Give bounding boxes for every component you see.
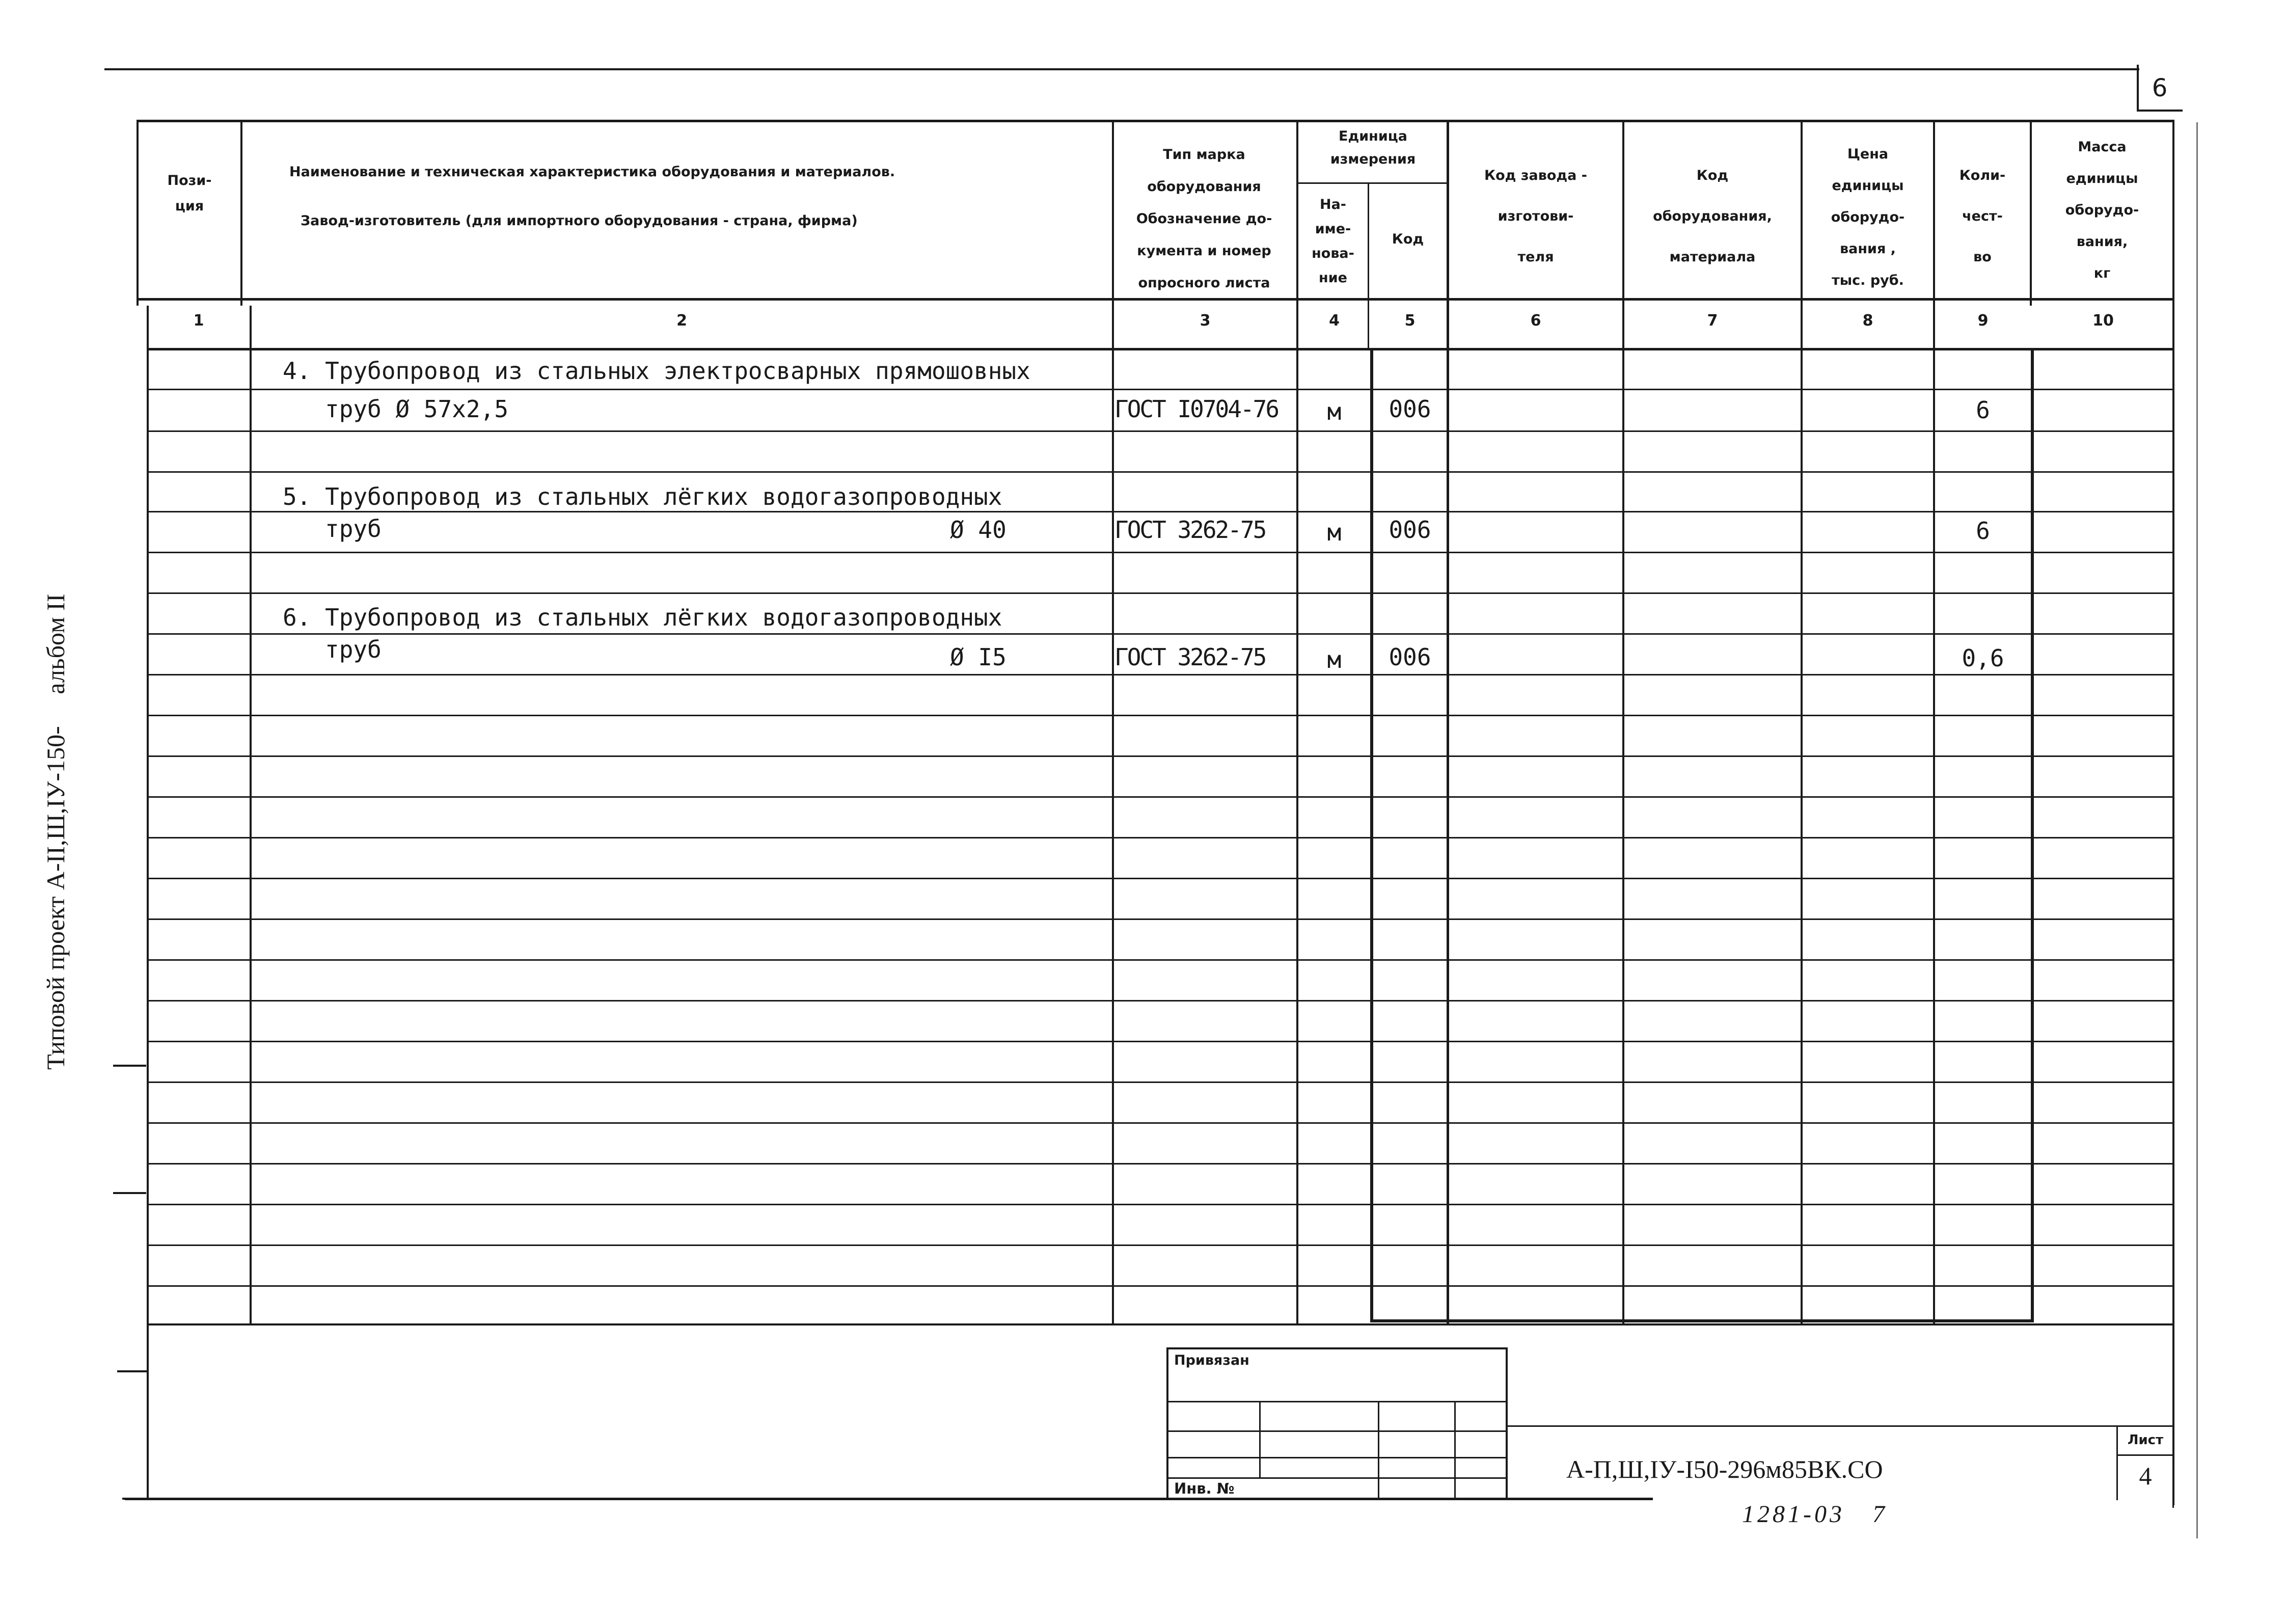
unit-divider-line (1296, 182, 1449, 184)
bound-line-2 (1166, 1430, 1508, 1432)
row-line (148, 1081, 2174, 1083)
bound-col-3 (1454, 1401, 1456, 1500)
side-tick-3 (117, 1370, 148, 1372)
row-line (148, 878, 2174, 879)
item-5-qty: 6 (1976, 517, 1990, 545)
header-factory-code: Код завода - изготови- теля (1484, 168, 1587, 265)
row-line (148, 552, 2174, 553)
row-line (148, 796, 2174, 798)
bold-box-bottom (1370, 1319, 2034, 1322)
row-line (148, 633, 2174, 635)
header-quantity: Коли- чест- во (1959, 168, 2006, 265)
row-line (148, 1285, 2174, 1287)
item-4-line1: 4. Трубопровод из стальных электросварных прямошовных (283, 357, 1030, 385)
col-number-8: 8 (1862, 312, 1873, 330)
item-5-code: 006 (1389, 516, 1431, 544)
right-margin-line (2196, 122, 2198, 1538)
side-tick-2 (113, 1192, 146, 1194)
col-number-4: 4 (1329, 312, 1340, 330)
header-equipment-code: Код оборудования, материала (1653, 168, 1772, 265)
col-number-5: 5 (1404, 312, 1416, 330)
header-name-line2: Завод-изготовитель (для импортного оборудования - страна, фирма) (301, 213, 858, 229)
row-line (148, 1204, 2174, 1205)
item-6-code: 006 (1389, 643, 1431, 671)
page-box-bottom (2137, 110, 2183, 112)
row-line (148, 918, 2174, 920)
row-line (148, 1244, 2174, 1246)
inventory-label: Инв. № (1174, 1480, 1235, 1497)
header-position: Пози- ция (167, 173, 212, 214)
col-sep-1-lower (250, 306, 252, 1324)
side-tick-1 (113, 1065, 146, 1067)
top-border-line (104, 68, 2139, 70)
col-sep-8 (1933, 120, 1935, 1324)
col-sep-3 (1296, 120, 1298, 1324)
item-4-code: 006 (1389, 395, 1431, 423)
col-number-10: 10 (2092, 312, 2114, 330)
footer-archive-code: 1281-03 7 (1742, 1501, 1888, 1528)
bound-line-4 (1166, 1477, 1508, 1479)
stamp-right-border-lower (2172, 1498, 2174, 1508)
col-sep-4-bold (1370, 349, 1373, 1322)
header-unit-name: На- име- нова- ние (1312, 197, 1354, 286)
item-5-doc: ГОСТ 3262-75 (1114, 516, 1266, 544)
bound-col-2 (1378, 1401, 1379, 1500)
row-line (148, 959, 2174, 961)
header-name-line1: Наименование и техническая характеристика оборудования и материалов. (289, 164, 895, 180)
header-unit-mass: Масса единицы оборудо- вания, кг (2065, 139, 2139, 281)
row-line (148, 755, 2174, 757)
col-number-6: 6 (1530, 312, 1541, 330)
page-box-left (2137, 65, 2139, 112)
row-line (148, 389, 2174, 390)
col-number-7: 7 (1707, 312, 1718, 330)
item-6-diameter: Ø I5 (950, 643, 1006, 671)
item-5-unit: м (1327, 519, 1342, 546)
bound-label: Привязан (1174, 1352, 1249, 1368)
item-6-qty: 0,6 (1962, 644, 2004, 672)
sheet-number: 4 (2139, 1461, 2152, 1490)
col-sep-6 (1622, 120, 1624, 1324)
sheet-label: Лист (2127, 1432, 2164, 1448)
item-4-doc: ГОСТ I0704-76 (1114, 395, 1278, 423)
bound-col-1 (1259, 1401, 1261, 1477)
item-5-line2: труб (325, 515, 382, 543)
table-right-border (2172, 120, 2174, 1505)
row-line (148, 1122, 2174, 1124)
header-top-line (137, 120, 2174, 122)
col-sep-2 (1112, 120, 1114, 1324)
col-sep-1 (240, 120, 242, 306)
col-sep-5 (1447, 120, 1449, 1324)
row-line (148, 837, 2174, 838)
bound-box-top (1166, 1347, 1508, 1349)
col-number-1: 1 (193, 312, 204, 330)
item-4-line2: труб Ø 57х2,5 (325, 395, 509, 423)
col-sep-9-bold (2031, 349, 2034, 1322)
sheet-box-divider (2116, 1454, 2174, 1456)
item-6-unit: м (1327, 646, 1342, 673)
col-number-9: 9 (1977, 312, 1989, 330)
row-line (148, 674, 2174, 675)
bound-line-3 (1166, 1457, 1508, 1458)
row-line (148, 1163, 2174, 1165)
document-designation: А-П,Ш,IУ-I50-296м85ВК.СО (1566, 1455, 1883, 1483)
row-line (148, 430, 2174, 432)
item-6-line1: 6. Трубопровод из стальных лёгких водогазопроводных (283, 604, 1002, 631)
stamp-bottom-line (125, 1498, 1653, 1500)
col-number-2: 2 (676, 312, 687, 330)
item-6-line2: труб (325, 636, 382, 663)
item-5-diameter: Ø 40 (950, 516, 1006, 544)
table-left-border-lower (147, 306, 149, 1500)
header-unit-price: Цена единицы оборудо- вания , тыс. руб. (1831, 146, 1905, 288)
header-type-mark: Тип марка оборудования Обозначение до- кумента и номер опросного листа (1136, 147, 1272, 291)
page-number: 6 (2152, 74, 2168, 102)
col-sep-7 (1801, 120, 1803, 1324)
side-project-title: Типовой проект А-II,Ш,IУ-150- альбом II (41, 593, 70, 1070)
row-line (148, 715, 2174, 716)
item-4-unit: м (1327, 398, 1342, 425)
item-6-doc: ГОСТ 3262-75 (1114, 643, 1266, 671)
colnum-bottom-line (147, 348, 2174, 350)
header-unit-group: Единица измерения (1330, 128, 1416, 167)
designation-top-line (1508, 1425, 2174, 1427)
row-line (148, 471, 2174, 473)
header-unit-code: Код (1392, 231, 1424, 247)
row-line (148, 1000, 2174, 1002)
row-line (148, 592, 2174, 594)
item-4-qty: 6 (1976, 396, 1990, 424)
bound-line-1 (1166, 1401, 1508, 1402)
col-number-3: 3 (1200, 312, 1211, 330)
stamp-top-line (147, 1323, 2174, 1325)
item-5-line1: 5. Трубопровод из стальных лёгких водогазопроводных (283, 483, 1002, 510)
row-line (148, 1041, 2174, 1042)
